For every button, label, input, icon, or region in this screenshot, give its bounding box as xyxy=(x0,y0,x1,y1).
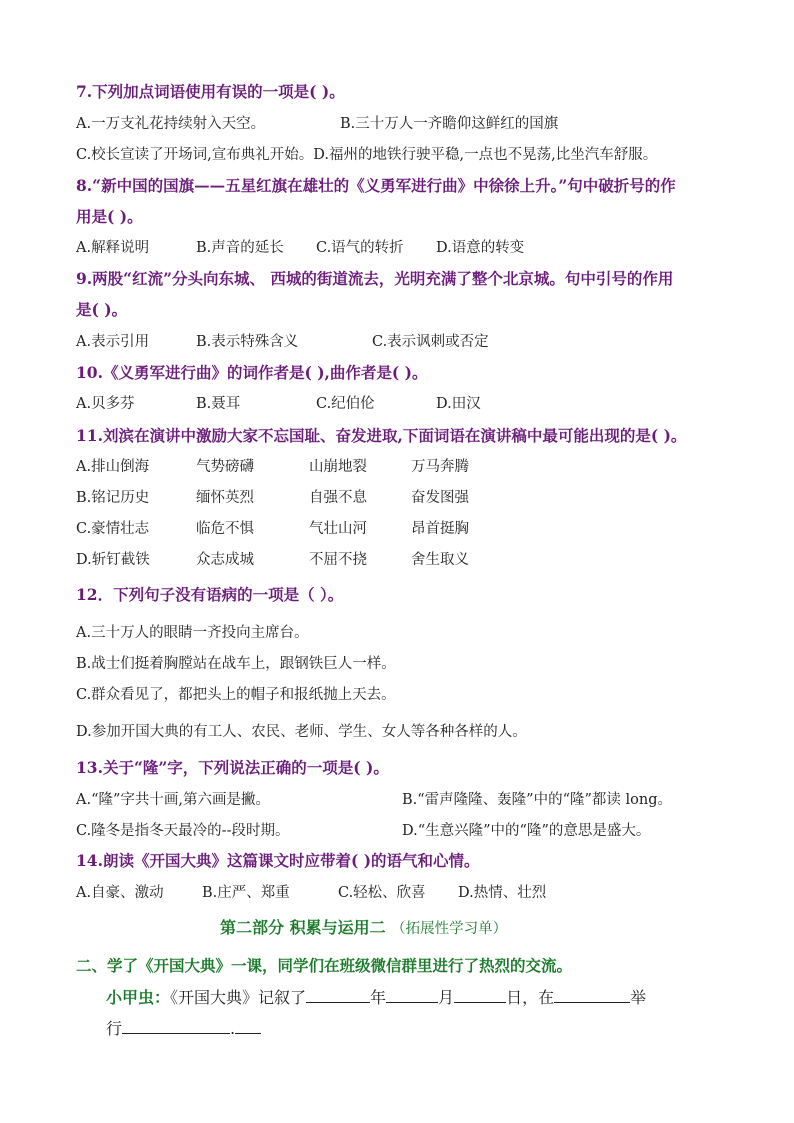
q2-fill-line2 xyxy=(106,1017,261,1040)
part2-title: 第二部分 积累与运用二 xyxy=(220,918,386,937)
q13-option-d: D.“生意兴隆”中的“隆”的意思是盛大。 xyxy=(402,823,651,839)
q8-stem-line2: 用是( )。 xyxy=(76,207,143,226)
q7-stem: 7.下列加点词语使用有误的一项是( )。 xyxy=(76,82,345,101)
place-blank[interactable] xyxy=(554,986,630,1003)
q13-stem: 13.关于“隆”字，下列说法正确的一项是( )。 xyxy=(76,758,389,777)
end-period: . xyxy=(230,1019,236,1038)
month-label: 月 xyxy=(438,988,455,1007)
q11-row-a-word1: A.排山倒海 xyxy=(76,459,150,475)
q9-stem-line2: 是( )。 xyxy=(76,300,128,319)
q11-row-b-word1: B.铭记历史 xyxy=(76,490,150,506)
q7-option-a: A.一万支礼花持续射入天空。 xyxy=(76,116,266,132)
q10-option-c: C.纪伯伦 xyxy=(316,396,375,412)
q10-option-b: B.聂耳 xyxy=(196,396,241,412)
q11-row-c-word3: 气壮山河 xyxy=(309,521,367,537)
q11-row-a-word4: 万马奔腾 xyxy=(411,459,469,475)
q12-option-b: B.战士们挺着胸膛站在战车上，跟钢铁巨人一样。 xyxy=(76,656,396,672)
q8-option-c: C.语气的转折 xyxy=(316,240,404,256)
q2-fill-line1 xyxy=(106,986,646,1009)
q14-stem: 14.朗读《开国大典》这篇课文时应带着( )的语气和心情。 xyxy=(76,851,480,870)
event-blank[interactable] xyxy=(122,1017,226,1034)
q10-option-a: A.贝多芬 xyxy=(76,396,135,412)
q11-stem: 11.刘滨在演讲中激励大家不忘国耻、奋发进取,下面词语在演讲稿中最可能出现的是( )。 xyxy=(76,426,687,445)
q11-row-c-word1: C.豪情壮志 xyxy=(76,521,150,537)
year-label: 年 xyxy=(370,988,387,1007)
q12-option-a: A.三十万人的眼睛一齐投向主席台。 xyxy=(76,625,309,641)
q7-option-cd: C.校长宣读了开场词,宣布典礼开始。D.福州的地铁行驶平稳,一点也不晃荡,比坐汽车舒服。 xyxy=(76,147,658,163)
q14-option-b: B.庄严、郑重 xyxy=(202,885,290,901)
month-blank[interactable] xyxy=(386,986,438,1003)
q8-stem-line1: 8.“新中国的国旗——五星红旗在雄壮的《义勇军进行曲》中徐徐上升。”句中破折号的作 xyxy=(76,176,676,195)
q9-option-c: C.表示讽刺或否定 xyxy=(372,334,489,350)
q12-stem: 12．下列句子没有语病的一项是（ ）。 xyxy=(76,585,344,604)
event-blank-tail xyxy=(235,1017,261,1034)
q9-option-b: B.表示特殊含义 xyxy=(196,334,299,350)
year-blank[interactable] xyxy=(306,986,370,1003)
q11-row-a-word2: 气势磅礴 xyxy=(196,459,254,475)
q13-option-a: A.“隆”字共十画,第六画是撇。 xyxy=(76,792,271,808)
q11-row-a-word3: 山崩地裂 xyxy=(309,459,367,475)
q8-option-b: B.声音的延长 xyxy=(196,240,284,256)
speaker-label: 小甲虫： xyxy=(106,988,171,1007)
q12-option-c: C.群众看见了，都把头上的帽子和报纸抛上天去。 xyxy=(76,687,396,703)
held-label-cont: 行 xyxy=(106,1019,123,1038)
q10-stem: 10.《义勇军进行曲》的词作者是( ),曲作者是( )。 xyxy=(76,363,428,382)
q8-option-d: D.语意的转变 xyxy=(436,240,525,256)
q9-stem-line1: 9.两股“红流”分头向东城、 西城的街道流去，光明充满了整个北京城。句中引号的作用 xyxy=(76,269,674,288)
q14-option-d: D.热情、壮烈 xyxy=(458,885,547,901)
q11-row-d-word1: D.斩钉截铁 xyxy=(76,552,150,568)
q11-row-d-word3: 不屈不挠 xyxy=(309,552,367,568)
q11-row-b-word3: 自强不息 xyxy=(309,490,367,506)
q2-stem: 二、学了《开国大典》一课，同学们在班级微信群里进行了热烈的交流。 xyxy=(76,956,573,975)
part2-heading xyxy=(220,917,507,940)
q7-option-b: B.三十万人一齐瞻仰这鲜红的国旗 xyxy=(340,116,559,132)
q14-option-c: C.轻松、欣喜 xyxy=(338,885,426,901)
day-blank[interactable] xyxy=(454,986,506,1003)
q2-text1: 《开国大典》记叙了 xyxy=(170,988,307,1007)
q12-option-d: D.参加开国大典的有工人、农民、老师、学生、女人等各种各样的人。 xyxy=(76,724,527,740)
held-label: 举 xyxy=(630,988,647,1007)
q11-row-b-word2: 缅怀英烈 xyxy=(196,490,254,506)
q10-option-d: D.田汉 xyxy=(436,396,481,412)
q11-row-d-word2: 众志成城 xyxy=(196,552,254,568)
q13-option-b: B.“雷声隆隆、轰隆”中的“隆”都读 long。 xyxy=(402,792,673,808)
q11-row-d-word4: 舍生取义 xyxy=(411,552,469,568)
day-label: 日，在 xyxy=(506,988,555,1007)
part2-subtitle: （拓展性学习单） xyxy=(391,921,508,937)
q8-option-a: A.解释说明 xyxy=(76,240,150,256)
q11-row-c-word2: 临危不惧 xyxy=(196,521,254,537)
q9-option-a: A.表示引用 xyxy=(76,334,150,350)
q11-row-b-word4: 奋发图强 xyxy=(411,490,469,506)
q11-row-c-word4: 昂首挺胸 xyxy=(411,521,469,537)
q14-option-a: A.自豪、激动 xyxy=(76,885,164,901)
q13-option-c: C.隆冬是指冬天最冷的--段时期。 xyxy=(76,823,290,839)
